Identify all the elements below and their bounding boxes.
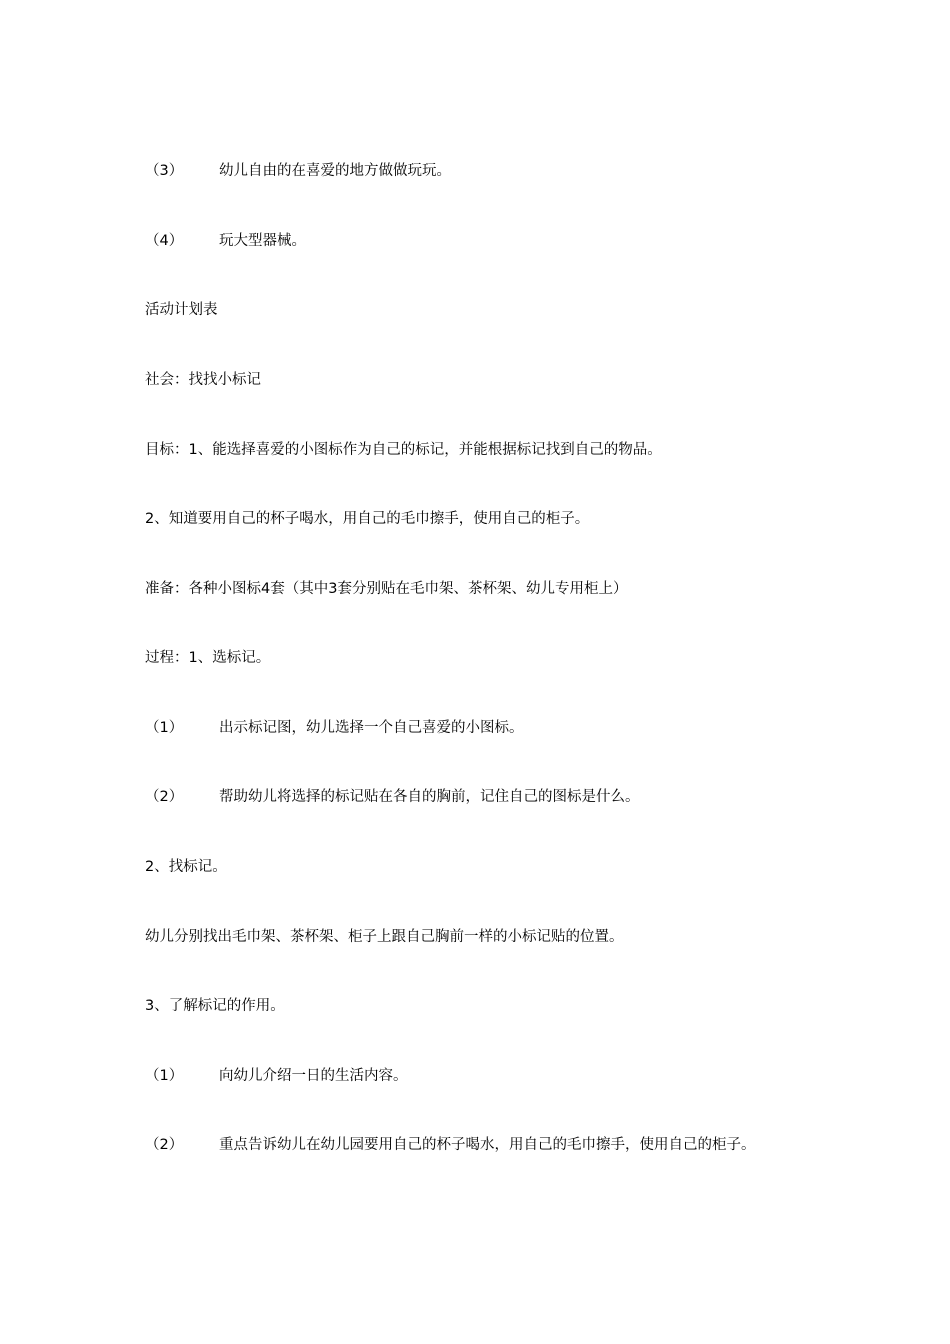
item-text: 帮助幼儿将选择的标记贴在各自的胸前，记住自己的图标是什么。 (219, 789, 640, 805)
item-text: 向幼儿介绍一日的生活内容。 (219, 1068, 408, 1084)
activity-title: 社会：找找小标记 (145, 372, 261, 388)
process-heading: 过程：1、选标记。 (145, 650, 271, 666)
item-text: 玩大型器械。 (219, 233, 306, 249)
goal-paragraph-2: 2、知道要用自己的杯子喝水，用自己的毛巾擦手，使用自己的柜子。 (145, 511, 590, 527)
list-item-3 (145, 159, 451, 183)
step-heading: 3、了解标记的作用。 (145, 998, 285, 1014)
item-marker: （2） (145, 1137, 184, 1153)
item-marker: （4） (145, 233, 184, 249)
preparation-paragraph: 准备：各种小图标4套（其中3套分别贴在毛巾架、茶杯架、幼儿专用柜上） (145, 581, 628, 597)
list-item-4 (145, 229, 306, 253)
item-marker: （1） (145, 1068, 184, 1084)
item-marker: （2） (145, 789, 184, 805)
step-paragraph: 幼儿分别找出毛巾架、茶杯架、柜子上跟自己胸前一样的小标记贴的位置。 (145, 929, 624, 945)
list-item (145, 716, 524, 740)
section-heading: 活动计划表 (145, 302, 218, 318)
list-item (145, 1064, 408, 1088)
item-marker: （1） (145, 720, 184, 736)
item-text: 重点告诉幼儿在幼儿园要用自己的杯子喝水，用自己的毛巾擦手，使用自己的柜子。 (219, 1137, 756, 1153)
goal-paragraph: 目标：1、能选择喜爱的小图标作为自己的标记，并能根据标记找到自己的物品。 (145, 442, 662, 458)
list-item (145, 785, 640, 809)
item-text: 幼儿自由的在喜爱的地方做做玩玩。 (219, 163, 451, 179)
step-heading: 2、找标记。 (145, 859, 227, 875)
item-marker: （3） (145, 163, 184, 179)
item-text: 出示标记图，幼儿选择一个自己喜爱的小图标。 (219, 720, 524, 736)
list-item (145, 1133, 756, 1157)
